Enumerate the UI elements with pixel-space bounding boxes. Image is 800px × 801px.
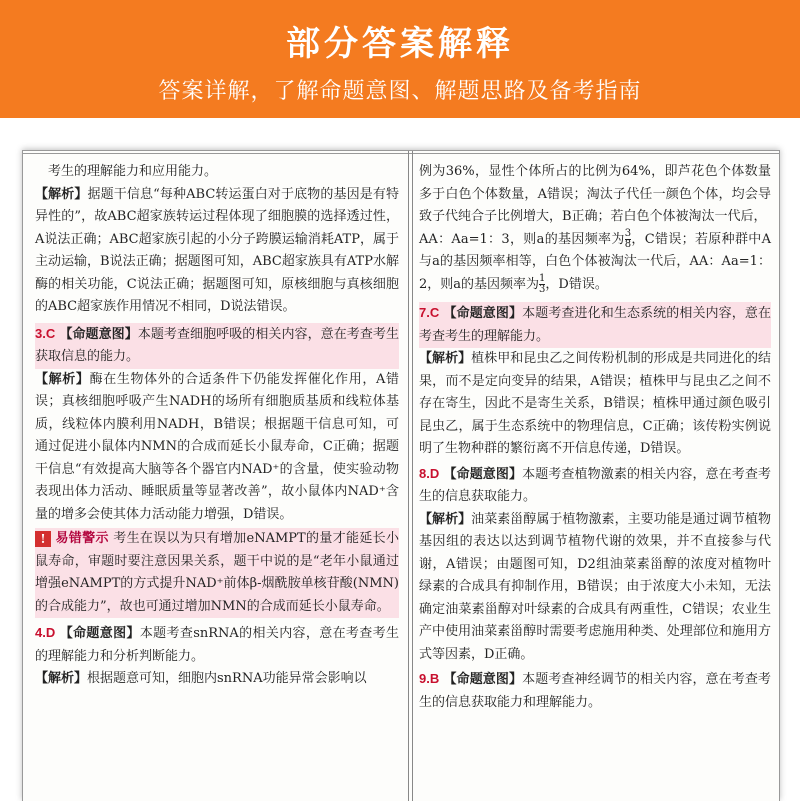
intent-text: 本题考查植物激素的相关内容，意在考查考生的信息获取能力。 [419,466,771,504]
column-divider [412,151,413,801]
analysis-label: 【解析】 [419,511,472,527]
denominator: 3 [539,283,546,295]
q3-intent [35,323,399,369]
q4-analysis [35,668,399,691]
analysis-text: 油菜素甾醇属于植物激素，主要功能是通过调节植物基因组的表达以达到调节植物代谢的效果，并不直接参与代谢，A错误；由题图可知，D2组油菜素甾醇的浓度对植物叶绿素的合成具有抑制作用，B错误；由于浓度大小未知，无法确定油菜素甾醇对叶绿素的合成具有两重性，C错误；农业生产中使用油菜素甾醇时需要考虑施用种类、处理部位和施用方式等因素，D正确。 [419,511,771,662]
q4-intent [35,622,399,668]
warning-line [35,528,399,618]
text: 例为36%，显性个体所占的比例为64%，即芦花色个体数量多于白色个体数量，A错误；淘汰子代任一颜色个体，均会导致子代纯合子比例增大，B正确；若白色个体被淘汰一代后， [419,164,771,224]
question-number: 3.C [35,325,56,341]
answer-page [22,150,780,801]
intent-text: 本题考查细胞呼吸的相关内容，意在考查考生获取信息的能力。 [35,326,399,364]
text: ，C错误；若原种群中A与a的基因频率相等，白色个体被淘汰一代后，AA：Aa=1：2，则a的基因频率为 [419,231,771,292]
analysis-label: 【解析】 [419,351,472,366]
question-number: 7.C [419,305,440,320]
q3-analysis [35,369,399,527]
banner-title: 部分答案解释 [286,24,514,64]
intent-label: 【命题意图】 [443,306,523,321]
paragraph [419,229,771,297]
analysis-text: 根据题意可知，细胞内snRNA功能异常会影响以 [87,671,367,686]
warning-label: 易错警示 [55,531,109,546]
q7-analysis [419,348,771,461]
intent-text: 本题考查神经调节的相关内容，意在考查考生的信息获取能力和理解能力。 [419,672,771,710]
warning-icon: ! [35,531,51,547]
error-warning [35,528,399,618]
paragraph [419,161,771,229]
intent-text: 本题考查snRNA的相关内容，意在考查考生的理解能力和分析判断能力。 [35,626,399,664]
numerator: 3 [624,227,632,239]
q7-intent [419,302,771,348]
analysis-label: 【解析】 [35,371,90,387]
analysis-label: 【解析】 [35,671,88,686]
analysis-text: 植株甲和昆虫乙之间传粉机制的形成是共同进化的结果，而不是定向变异的结果，A错误；植株甲与昆虫乙之间不存在寄生，因此不是寄生关系，B错误；植株甲通过颜色吸引昆虫乙，属于生态系统中的物理信息，C正确；该传粉实例说明了生物种群的繁衍离不开信息传递，D错误。 [419,351,771,456]
intent-line [419,302,771,348]
q2-analysis [35,184,399,319]
intent-line [35,323,399,369]
banner-subtitle: 答案详解，了解命题意图、解题思路及备考指南 [158,79,642,104]
header-banner [0,0,800,118]
numerator: 1 [539,272,546,284]
intent-label: 【命题意图】 [59,326,138,342]
intent-label: 【命题意图】 [443,466,523,482]
warning-text: 考生在误以为只有增加eNAMPT的量才能延长小鼠寿命，审题时要注意因果关系，题干中说的是“老年小鼠通过增强eNAMPT的方式提升NAD⁺前体β-烟酰胺单核苷酸(NMN)的合成能力”，故也可通过增加NMN的合成而延长小鼠寿命。 [35,531,399,614]
text: AA：Aa=1：3，则a的基因频率为 [419,231,625,247]
left-column [35,161,399,691]
text: 考生的理解能力和应用能力。 [48,164,218,179]
analysis-text: 据题干信息“每种ABC转运蛋白对于底物的基因是有特异性的”，故ABC超家族转运过程体现了细胞膜的选择透过性，A说法正确；ABC超家族引起的小分子跨膜运输消耗ATP，属于主动运输，B说法正确；据题图可知，ABC超家族具有ATP水解酶的相关功能，C说法正确；据题图可知，原核细胞与真核细胞的ABC超家族作用情况不相同，D说法错误。 [35,186,399,314]
q8-intent [419,463,771,509]
analysis-label: 【解析】 [35,186,88,202]
paragraph [35,161,399,184]
question-number: 4.D [35,625,56,640]
denominator: 8 [624,238,632,250]
column-divider [408,151,409,801]
analysis-text: 酶在生物体外的合适条件下仍能发挥催化作用，A错误；真核细胞呼吸产生NADH的场所有细胞质基质和线粒体基质，线粒体内膜利用NADH，B错误；根据题干信息可知，可通过促进小鼠体内NMN的合成而延长小鼠寿命，C正确；据题干信息“有效提高大脑等各个器官内NAD⁺的含量，使实验动物表现出体力活动、睡眠质量等显著改善”，故小鼠体内NAD⁺含量的增多会使其体力活动能力增强，D错误。 [35,371,399,522]
text: ，D错误。 [545,276,608,292]
q8-analysis [419,509,771,667]
question-number: 8.D [419,465,440,481]
q9-intent [419,668,771,714]
intent-label: 【命题意图】 [59,626,140,641]
right-column [419,161,771,714]
question-number: 9.B [419,671,440,686]
intent-label: 【命题意图】 [443,672,523,687]
intent-text: 本题考查进化和生态系统的相关内容，意在考查考生的理解能力。 [419,306,771,344]
